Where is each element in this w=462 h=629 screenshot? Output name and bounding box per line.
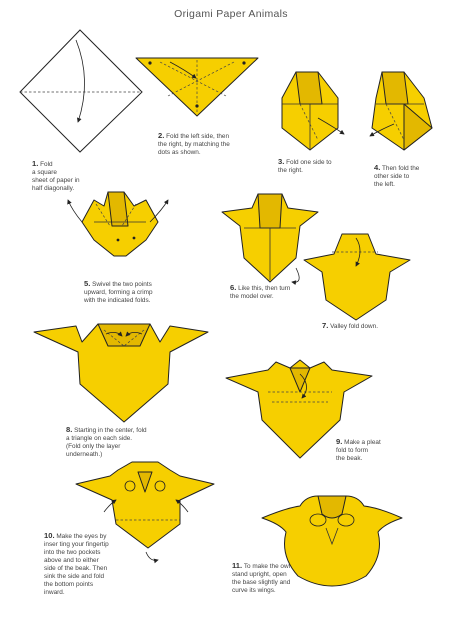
- step-text-line: (Fold only the layer: [66, 443, 121, 450]
- step-text-line: Swivel the two points: [92, 281, 152, 288]
- step-text-line: fold to form: [336, 447, 368, 454]
- step-7-caption: [322, 322, 378, 331]
- step-text-line: Then fold the: [382, 165, 420, 172]
- step-number: 1.: [32, 159, 39, 168]
- step-8-figure: [34, 324, 208, 422]
- step-text-line: Starting in the center, fold: [74, 427, 147, 434]
- step-number: 8.: [66, 425, 73, 434]
- step-3-figure: [282, 72, 344, 150]
- step-number: 5.: [84, 279, 91, 288]
- step-text-line: Fold the left side, then: [166, 133, 230, 140]
- step-number: 6.: [230, 283, 237, 292]
- step-text-line: side of the beak. Then: [44, 565, 108, 572]
- step-number: 11.: [232, 561, 243, 570]
- step-text-line: stand upright, open: [232, 571, 287, 578]
- step-number: 7.: [322, 321, 329, 330]
- step-number: 3.: [278, 157, 285, 166]
- step-text-line: the beak.: [336, 455, 363, 462]
- step-text-line: sink the side and fold: [44, 573, 105, 580]
- step-text-line: Fold one side to: [286, 159, 332, 166]
- step-10-caption: [44, 532, 109, 597]
- step-text-line: the right, by matching the: [158, 141, 230, 148]
- step-number: 9.: [336, 437, 343, 446]
- step-text-line: Make the eyes by: [56, 533, 107, 540]
- step-5-caption: [84, 280, 153, 305]
- step-text-line: a triangle on each side.: [66, 435, 133, 442]
- page-title: Origami Paper Animals: [174, 8, 288, 20]
- step-text-line: the base slightly and: [232, 579, 291, 586]
- step-text-line: underneath.): [66, 451, 103, 458]
- step-text-line: with the indicated folds.: [84, 297, 151, 304]
- step-text-line: the bottom points: [44, 581, 94, 588]
- step-1-figure: [20, 30, 142, 152]
- step-number: 10.: [44, 531, 55, 540]
- step-text-line: a square: [32, 169, 57, 176]
- step-3-caption: [278, 158, 332, 175]
- step-text-line: inward.: [44, 589, 65, 596]
- step-number: 2.: [158, 131, 165, 140]
- step-text-line: above and to either: [44, 557, 99, 564]
- step-5-figure: [68, 192, 168, 256]
- step-8-caption: [66, 426, 147, 459]
- step-text-line: To make the owl: [243, 563, 290, 570]
- step-text-line: half diagonally.: [32, 185, 75, 192]
- step-6-caption: [230, 284, 290, 301]
- step-text-line: Fold: [40, 161, 53, 168]
- step-text-line: Make a pleat: [344, 439, 381, 446]
- step-text-line: dots as shown.: [158, 149, 201, 156]
- step-11-caption: [232, 562, 290, 595]
- step-text-line: the model over.: [230, 293, 274, 300]
- step-text-line: other side to: [374, 173, 410, 180]
- step-text-line: Valley fold down.: [330, 323, 378, 330]
- step-2-caption: [158, 132, 230, 157]
- step-text-line: sheet of paper in: [32, 177, 80, 184]
- step-text-line: upward, forming a crimp: [84, 289, 153, 296]
- step-4-figure: [370, 72, 432, 150]
- step-text-line: the left.: [374, 181, 395, 188]
- step-number: 4.: [374, 163, 381, 172]
- step-1-caption: [32, 160, 80, 193]
- step-text-line: curve its wings.: [232, 587, 276, 594]
- step-2-figure: [136, 58, 258, 116]
- step-6-figure: [222, 194, 318, 282]
- step-text-line: the right.: [278, 167, 303, 174]
- step-text-line: inser ting your fingertip: [44, 541, 109, 548]
- step-4-caption: [374, 164, 419, 189]
- step-text-line: into the two pockets: [44, 549, 101, 556]
- step-7-figure: [304, 234, 410, 320]
- step-9-caption: [336, 438, 381, 463]
- step-text-line: Like this, then turn: [238, 285, 291, 292]
